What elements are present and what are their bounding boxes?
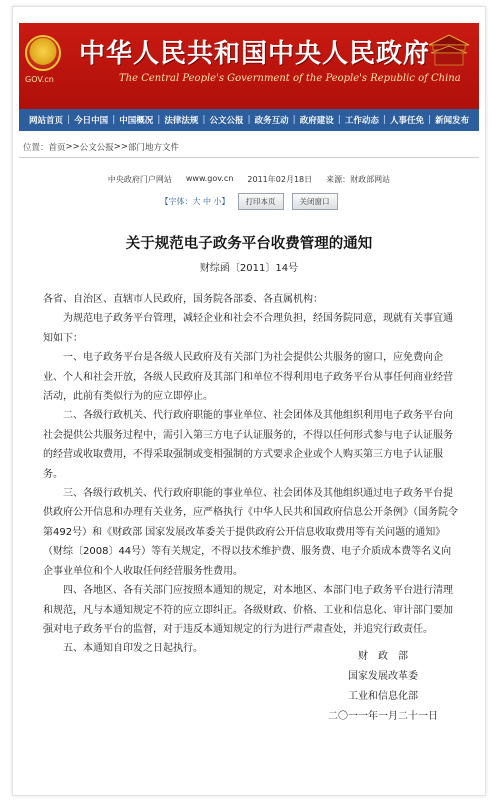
paragraph-5: 五、本通知自印发之日起执行。 (63, 643, 203, 655)
sign-date: 二〇一一年一月二十一日 (328, 711, 438, 722)
meta-origin: 来源：财政部网站 (326, 175, 391, 184)
article-tools (13, 193, 485, 210)
paragraph-4: 四、各地区、各有关部门应按照本通知的规定，对本地区、本部门电子政务平台进行清理和规范，凡与本通知规定不符的应立即纠正。各级财政、价格、工业和信息化、审计部门要加强对电子政务平台的监督，对于违反本通知规定的行为进行严肃查处，并追究行政责任。 (43, 585, 453, 635)
breadcrumb-home[interactable]: 首页 (48, 143, 66, 153)
signatory-miit: 工业和信息化部 (348, 691, 418, 702)
meta-domain: www.gov.cn (185, 174, 234, 183)
document-title: 关于规范电子政务平台收费管理的通知 (125, 236, 373, 252)
paragraph-1: 一、电子政务平台是各级人民政府及有关部门为社会提供公共服务的窗口，应免费向企业、个人和社会开放，各级人民政府及其部门和单位不得利用电子政务平台从事任何商业经营活动，此前有类似行为的应立即停止。 (43, 352, 453, 403)
paragraph-2: 二、各级行政机关、代行政府职能的事业单位、社会团体及其他组织利用电子政务平台向社会提供公共服务过程中，需引入第三方电子认证服务的，不得以任何形式参与电子认证服务的经营或收取费用，不得采取强制或变相强制的方式要求企业或个人购买第三方电子认证服务。 (43, 410, 453, 480)
site-subtitle: The Central People's Government of the People's Republic of China (119, 73, 461, 84)
main-nav: 网站首页 | 今日中国 | 中国概况 | 法律法规 | 公文公报 | 政务互动 | 政府建设 | 工作动态 | 人事任免 | 新闻发布 (19, 109, 479, 131)
nav-item-work-news[interactable]: 工作动态 (344, 116, 379, 126)
font-size-switcher[interactable]: 【字体：大 中 小】 (160, 197, 230, 206)
breadcrumb-documents[interactable]: 公文公报 (79, 143, 114, 153)
signatory-mof: 财 政 部 (358, 651, 408, 662)
breadcrumb-label: 位置： (23, 143, 49, 153)
breadcrumb-department-files[interactable]: 部门地方文件 (128, 143, 180, 153)
nav-item-interaction[interactable]: 政务互动 (254, 116, 289, 126)
article-meta (13, 174, 485, 185)
nav-item-appointments[interactable]: 人事任免 (390, 116, 425, 126)
national-emblem-icon (25, 35, 61, 71)
nav-item-today-china[interactable]: 今日中国 (74, 116, 109, 126)
salutation: 各省、自治区、直辖市人民政府，国务院各部委、各直属机构： (43, 294, 323, 305)
site-banner (19, 23, 479, 109)
breadcrumb (19, 137, 479, 158)
breadcrumb-separator: >> (65, 142, 80, 152)
nav-item-china-overview[interactable]: 中国概况 (119, 116, 154, 126)
signatory-ndrc: 国家发展改革委 (348, 671, 418, 682)
close-window-button[interactable]: 关闭窗口 (292, 193, 338, 210)
paragraph-3: 三、各级行政机关、代行政府职能的事业单位、社会团体及其他组织通过电子政务平台提供政府公开信息和办理有关业务，应严格执行《中华人民共和国政府信息公开条例》（国务院令第492号）和《财政部 国家发展改革委关于提供政府公开信息收取费用等有关问题的通知》（财综〔2008〕44号）等有关规定，不得以技术维护费、服务费、电子介质成本费等名义向企事业单位和个人收取任何经营服务性费用。 (43, 488, 458, 577)
meta-source-site: 中央政府门户网站 (107, 175, 172, 184)
nav-item-gov-building[interactable]: 政府建设 (299, 116, 334, 126)
nav-item-press[interactable]: 新闻发布 (435, 116, 470, 126)
page-frame (12, 6, 486, 796)
nav-item-documents[interactable]: 公文公报 (209, 116, 244, 126)
nav-item-laws[interactable]: 法律法规 (164, 116, 199, 126)
breadcrumb-separator: >> (113, 142, 129, 152)
print-button[interactable]: 打印本页 (238, 193, 284, 210)
nav-item-home[interactable]: 网站首页 (29, 116, 64, 126)
site-title: 中华人民共和国中央人民政府 (79, 39, 431, 69)
meta-date: 2011年02月18日 (247, 175, 313, 184)
document-number: 财综函〔2011〕14号 (199, 263, 299, 274)
document-body (43, 290, 459, 659)
tiananmen-icon (425, 31, 473, 67)
paragraph-intro: 为规范电子政务平台管理，减轻企业和社会不合理负担，经国务院同意，现就有关事宜通知如下： (43, 313, 453, 344)
site-domain-label: GOV.cn (25, 75, 54, 84)
